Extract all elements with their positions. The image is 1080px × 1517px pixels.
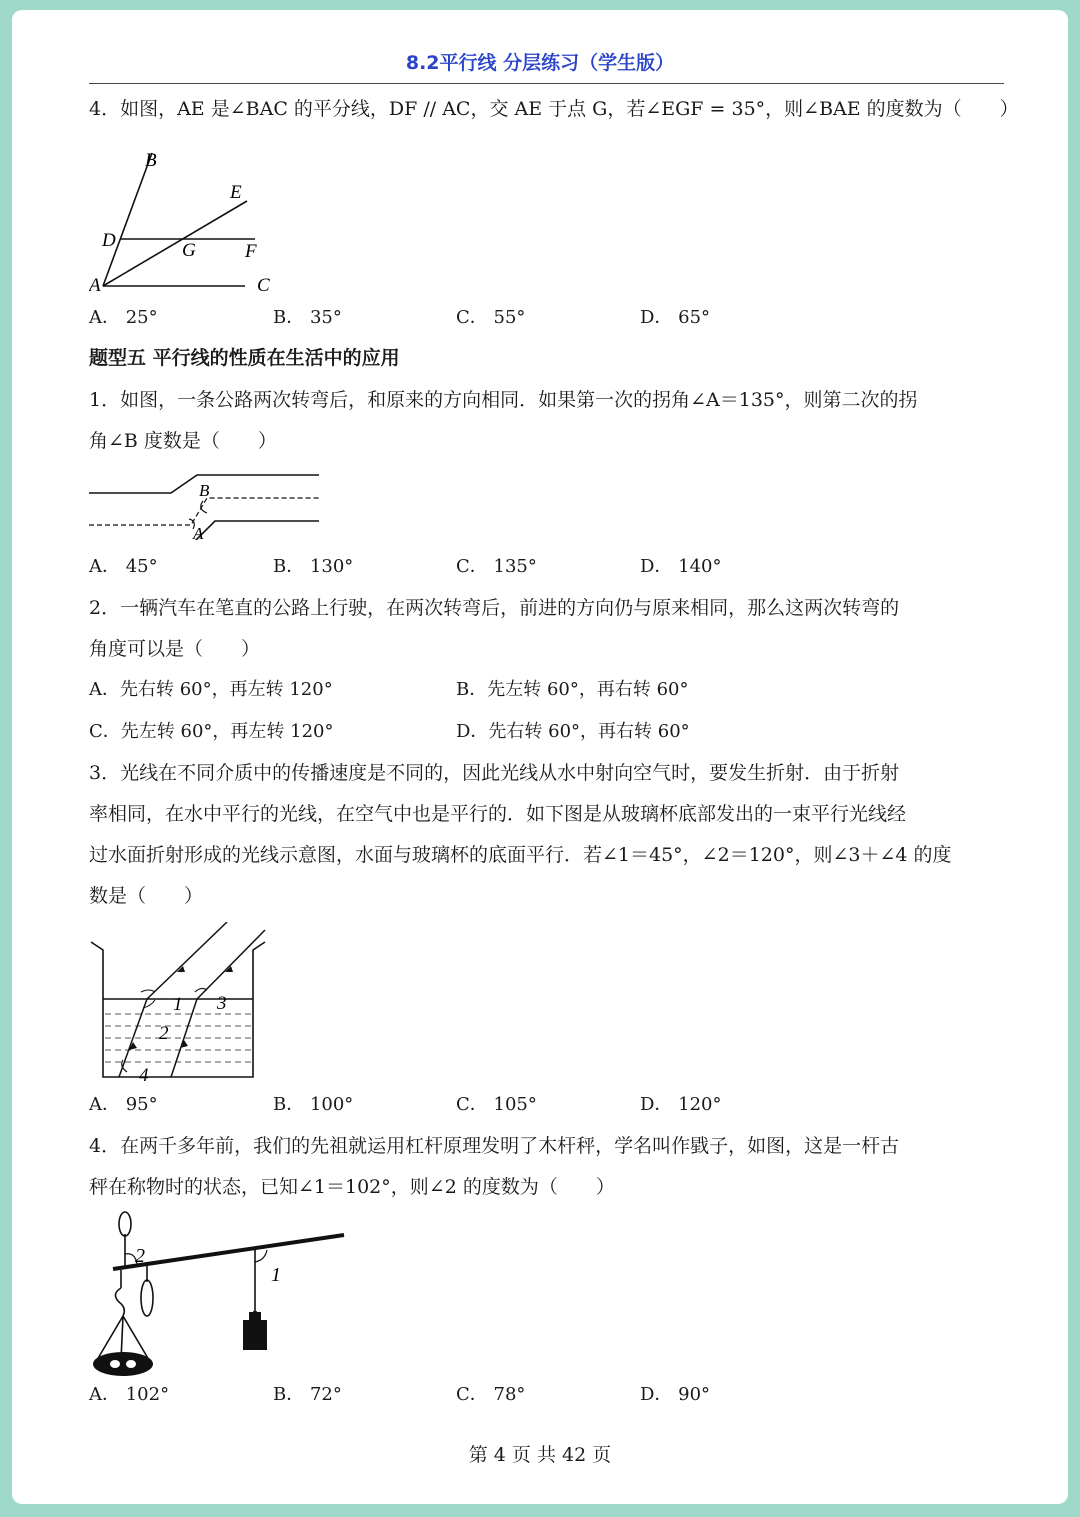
q4-option-d: D． 65° (640, 307, 711, 328)
q3-option-a: A． 95° (89, 1094, 158, 1115)
q4b-option-d: D． 90° (640, 1384, 711, 1405)
label-2: 2 (135, 1245, 145, 1267)
document-page (12, 10, 1068, 1504)
header-divider (89, 83, 1004, 84)
question-4-stem: 4．如图，AE 是∠BAC 的平分线，DF // AC，交 AE 于点 G，若∠EGF = 35°，则∠BAE 的度数为（ ） (89, 98, 1019, 120)
q1-option-c: C． 135° (456, 556, 537, 577)
q3-line-3: 过水面折射形成的光线示意图，水面与玻璃杯的底面平行．若∠1＝45°，∠2＝120°，则∠3＋∠4 的度 (89, 844, 952, 866)
q1-option-b: B． 130° (273, 556, 354, 577)
q2-option-b: B．先左转 60°，再右转 60° (456, 679, 689, 700)
q2-option-c: C．先左转 60°，再左转 120° (89, 721, 334, 742)
q3-line-2: 率相同，在水中平行的光线，在空气中也是平行的．如下图是从玻璃杯底部发出的一束平行光线经 (89, 803, 907, 825)
label-1: 1 (173, 994, 183, 1015)
figure-road-turns (89, 465, 329, 544)
q1-line-1: 1．如图，一条公路两次转弯后，和原来的方向相同．如果第一次的拐角∠A＝135°，则第二次的拐 (89, 389, 918, 411)
q4-option-a: A． 25° (89, 307, 158, 328)
q4b-line-2: 秤在称物时的状态，已知∠1＝102°，则∠2 的度数为（ ） (89, 1176, 615, 1198)
figure-steelyard-scale (89, 1210, 359, 1384)
q3-option-c: C． 105° (456, 1094, 537, 1115)
q1-option-d: D． 140° (640, 556, 722, 577)
label-4: 4 (139, 1065, 149, 1082)
q4b-option-b: B． 72° (273, 1384, 342, 1405)
label-D: D (102, 230, 116, 251)
label-B: B (145, 150, 157, 171)
q4b-line-1: 4．在两千多年前，我们的先祖就运用杠杆原理发明了木杆秤，学名叫作戥子，如图，这是一杆古 (89, 1135, 900, 1157)
section-heading: 题型五 平行线的性质在生活中的应用 (89, 347, 400, 369)
q2-line-2: 角度可以是（ ） (89, 638, 261, 660)
q1-option-a: A． 45° (89, 556, 158, 577)
q4b-option-c: C． 78° (456, 1384, 526, 1405)
label-E: E (230, 182, 242, 203)
q4b-option-a: A． 102° (89, 1384, 170, 1405)
q4-option-c: C． 55° (456, 307, 526, 328)
q2-line-1: 2．一辆汽车在笔直的公路上行驶，在两次转弯后，前进的方向仍与原来相同，那么这两次转弯的 (89, 597, 900, 619)
q2-option-a: A．先右转 60°，再左转 120° (89, 679, 333, 700)
q4-option-b: B． 35° (273, 307, 342, 328)
q2-option-d: D．先右转 60°，再右转 60° (456, 721, 690, 742)
label-G: G (182, 240, 196, 261)
label-F: F (245, 241, 257, 262)
label-A: A (193, 524, 204, 540)
q3-option-b: B． 100° (273, 1094, 354, 1115)
q3-line-1: 3．光线在不同介质中的传播速度是不同的，因此光线从水中射向空气时，要发生折射．由于折射 (89, 762, 900, 784)
q1-line-2: 角∠B 度数是（ ） (89, 430, 277, 452)
figure-glass-refraction (89, 922, 269, 1086)
label-B: B (199, 481, 210, 500)
page-header-title: 8.2平行线 分层练习（学生版） (405, 52, 675, 74)
label-2: 2 (159, 1023, 169, 1044)
label-A: A (89, 275, 101, 296)
page-footer: 第 4 页 共 42 页 (468, 1444, 612, 1466)
q3-line-4: 数是（ ） (89, 885, 204, 907)
label-1: 1 (271, 1264, 281, 1286)
label-3: 3 (217, 993, 227, 1014)
figure-angle-bisector (89, 138, 289, 307)
q3-option-d: D． 120° (640, 1094, 722, 1115)
label-C: C (257, 275, 270, 296)
